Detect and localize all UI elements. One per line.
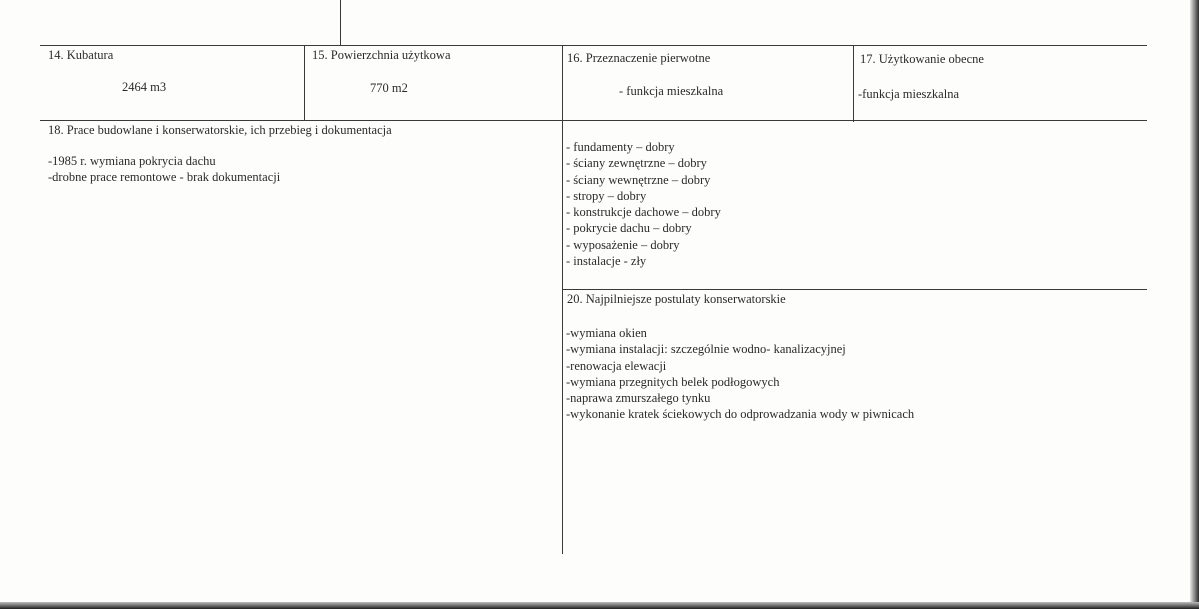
section19-list — [566, 139, 721, 269]
list-item: - instalacje - zły — [566, 254, 647, 269]
list-item: - ściany zewnętrzne – dobry — [566, 156, 707, 171]
list-item: - fundamenty – dobry — [566, 140, 675, 154]
row1-bottom-border — [40, 120, 1147, 121]
przeznaczenie-label: 16. Przeznaczenie pierwotne — [567, 51, 711, 65]
scan-edge-bottom — [0, 602, 1199, 609]
list-item: -wymiana okien — [566, 326, 647, 340]
uzytkowanie-value: -funkcja mieszkalna — [858, 87, 959, 101]
uzytkowanie-label: 17. Użytkowanie obecne — [860, 52, 984, 66]
list-item: - konstrukcje dachowe – dobry — [566, 205, 721, 220]
list-item: - ściany wewnętrzne – dobry — [566, 172, 711, 187]
top-stub-divider — [340, 0, 341, 45]
scan-edge-right — [1190, 0, 1199, 609]
kubatura-value: 2464 m3 — [122, 80, 167, 94]
section20-list — [566, 325, 914, 423]
powierzchnia-value: 770 m2 — [370, 81, 408, 95]
kubatura-label: 14. Kubatura — [48, 48, 114, 62]
section18-label: 18. Prace budowlane i konserwatorskie, ich przebieg i dokumentacja — [48, 123, 392, 137]
przeznaczenie-value: - funkcja mieszkalna — [619, 84, 724, 98]
list-item: - wyposażenie – dobry — [566, 237, 680, 252]
row1-top-border — [40, 45, 1147, 46]
list-item: -wymiana przegnitych belek podłogowych — [566, 374, 780, 389]
section20-label: 20. Najpilniejsze postulaty konserwatorskie — [567, 292, 786, 306]
row1-divider-3 — [853, 45, 854, 122]
powierzchnia-label: 15. Powierzchnia użytkowa — [312, 48, 451, 62]
row1-divider-2 — [562, 45, 563, 120]
section20-top-border — [562, 289, 1147, 290]
section18-list — [48, 153, 280, 186]
list-item: -drobne prace remontowe - brak dokumentacji — [48, 170, 281, 185]
list-item: - stropy – dobry — [566, 188, 647, 203]
list-item: -wykonanie kratek ściekowych do odprowadzania wody w piwnicach — [566, 407, 915, 422]
list-item: -1985 r. wymiana pokrycia dachu — [48, 154, 216, 168]
row1-divider-1 — [304, 45, 305, 120]
list-item: -wymiana instalacji: szczególnie wodno- kanalizacyjnej — [566, 342, 846, 357]
body-vertical-divider — [562, 121, 563, 554]
list-item: - pokrycie dachu – dobry — [566, 221, 692, 236]
list-item: -renowacja elewacji — [566, 358, 667, 373]
list-item: -naprawa zmurszałego tynku — [566, 391, 711, 406]
